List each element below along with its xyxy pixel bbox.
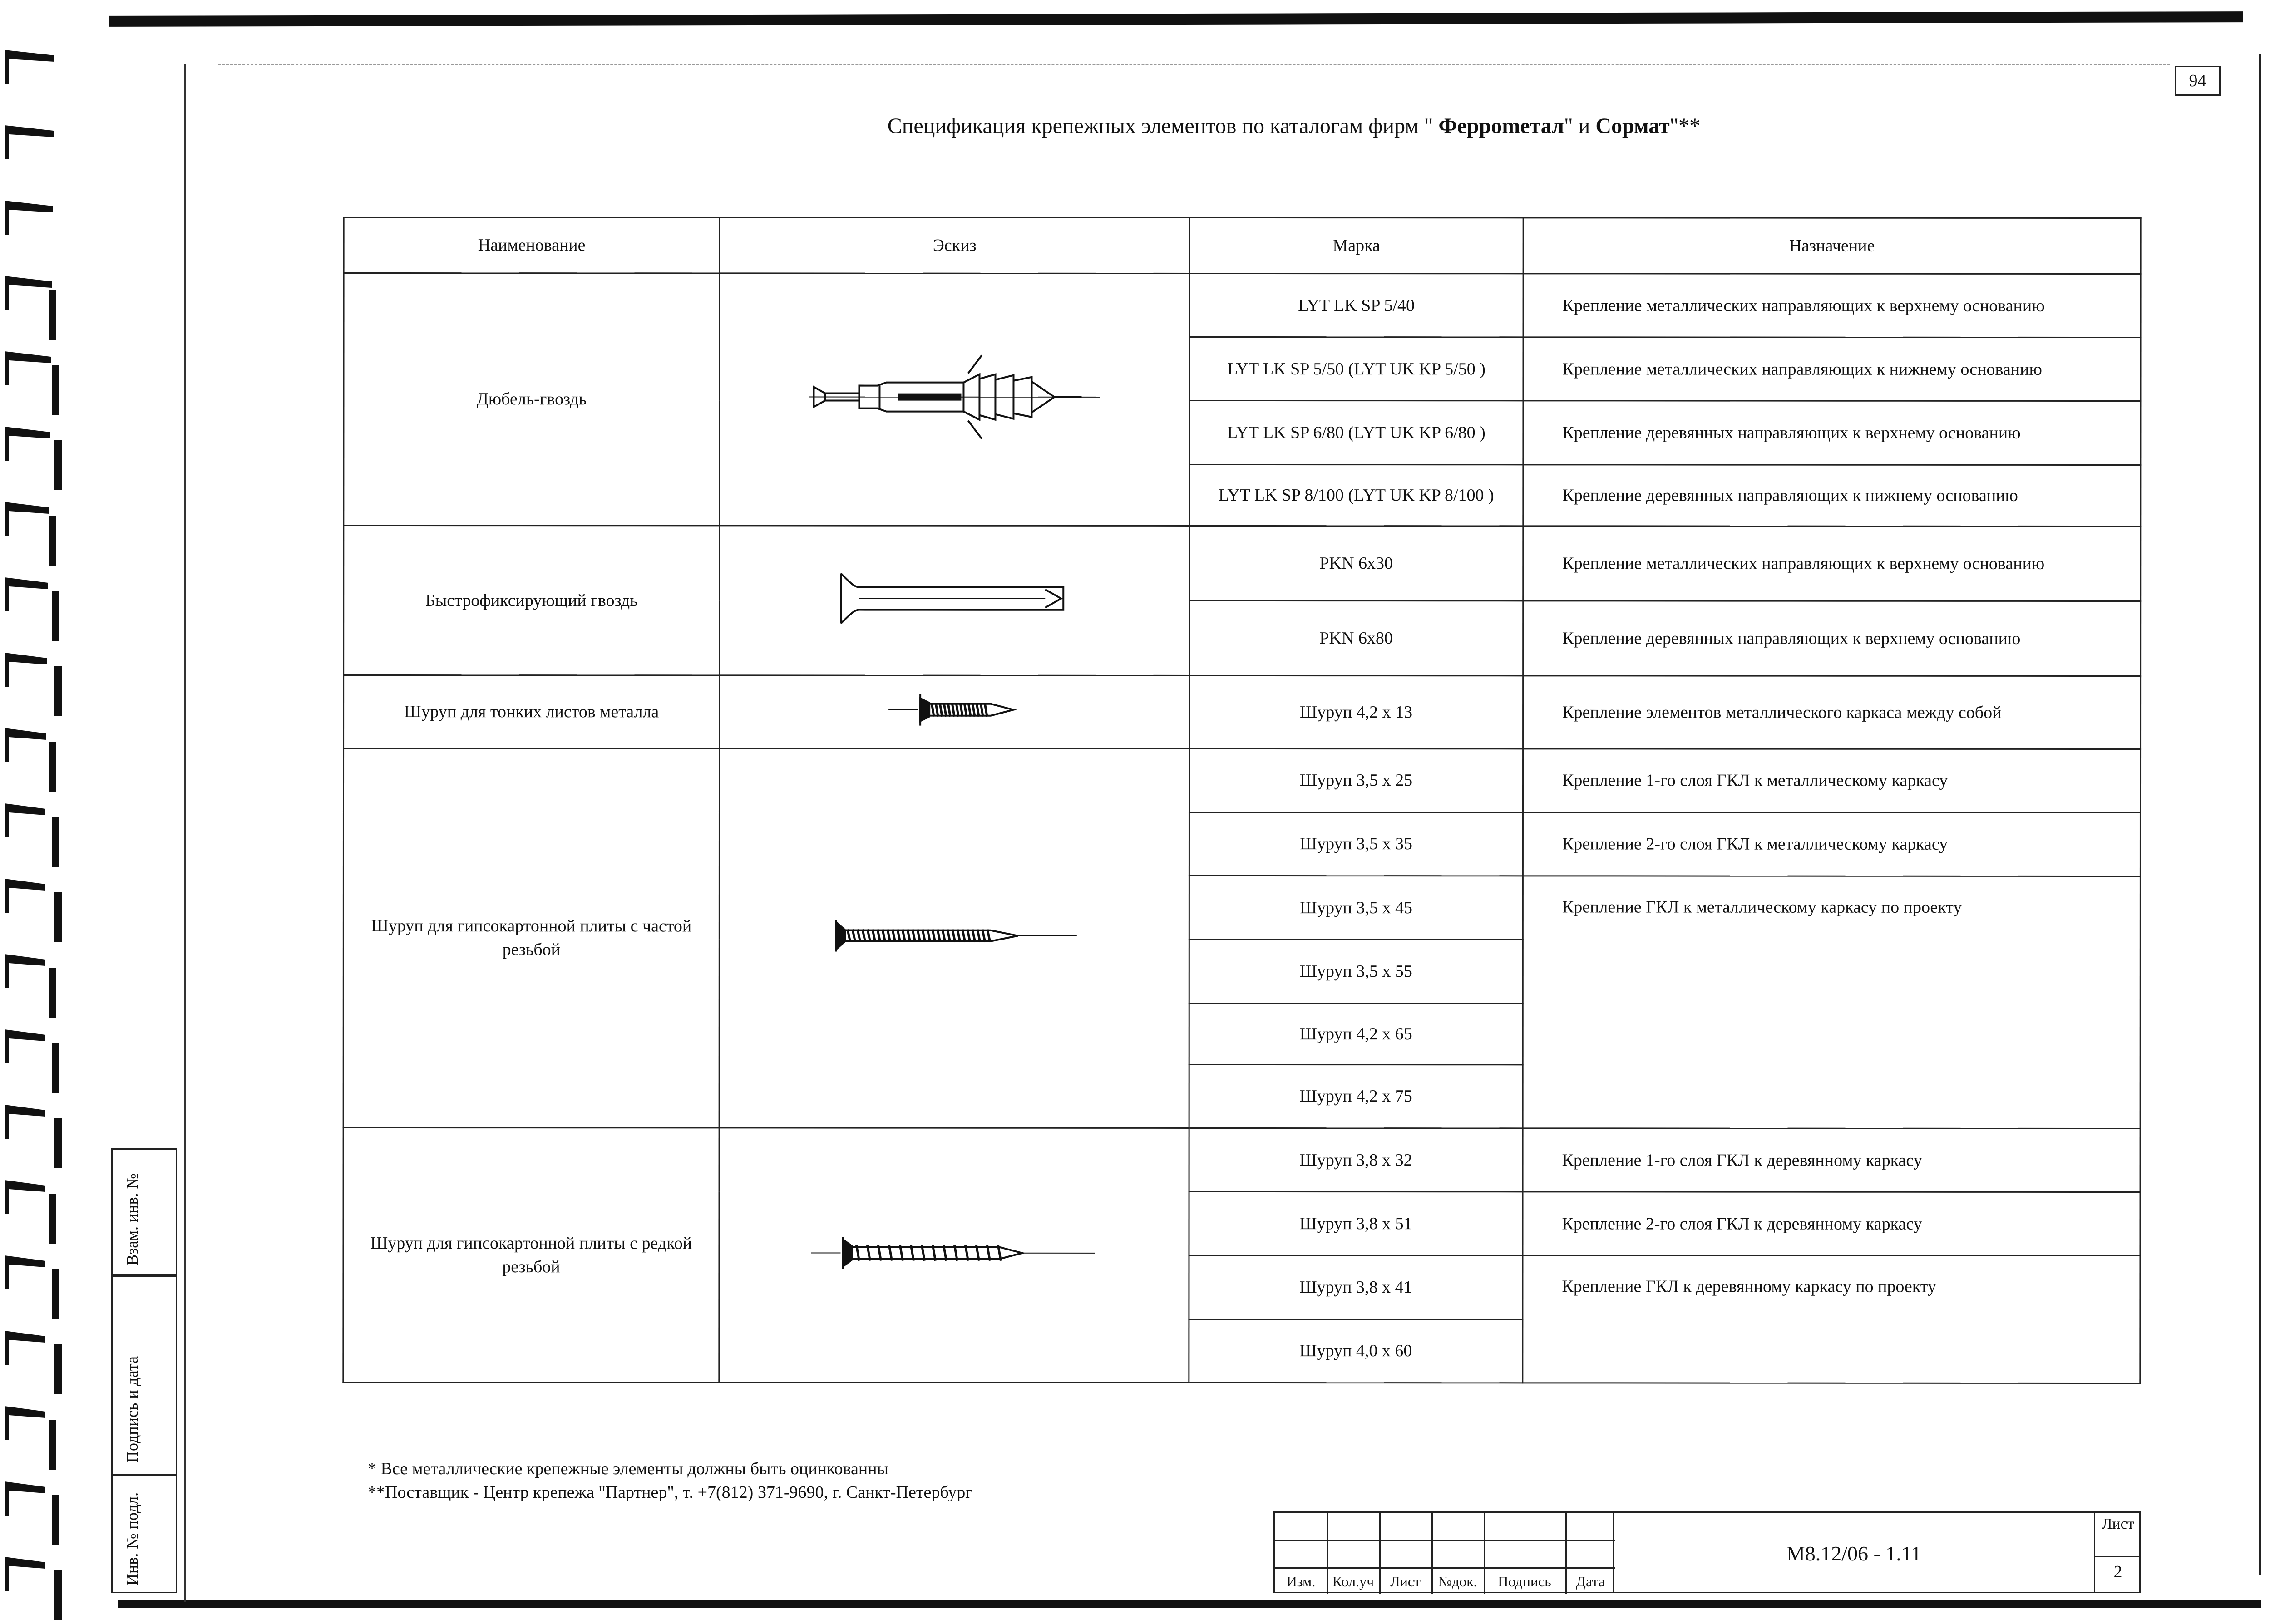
dashed-margin-line — [218, 64, 2170, 65]
fastener-mark: Шуруп 4,2 х 65 — [1189, 1003, 1523, 1065]
fastener-name: Шуруп для тонких листов металла — [344, 675, 720, 748]
document-code: М8.12/06 - 1.11 — [1614, 1511, 2095, 1593]
tb-label-doc: №док. — [1438, 1573, 1477, 1590]
fastener-name: Шуруп для гипсокартонной плиты с редкой резьбой — [343, 1127, 719, 1382]
title-prefix: Спецификация крепежных элементов по каталогам фирм " — [887, 114, 1439, 138]
fastener-purpose: Крепление деревянных направляющих к верхнему основанию — [1523, 601, 2141, 676]
header-mark: Марка — [1189, 217, 1523, 273]
fastener-purpose: Крепление 2-го слоя ГКЛ к металлическому каркасу — [1523, 812, 2140, 876]
header-name: Наименование — [344, 217, 720, 273]
fastener-mark: Шуруп 4,2 х 75 — [1189, 1064, 1523, 1128]
sheet-metal-screw-sketch — [720, 675, 1189, 748]
fastener-mark: Шуруп 3,5 х 45 — [1189, 876, 1523, 940]
header-sketch: Эскиз — [720, 217, 1189, 274]
fastener-mark: LYT LK SP 6/80 (LYT UK KP 6/80 ) — [1189, 401, 1523, 465]
fastener-spec-table — [342, 217, 2141, 1384]
fastener-purpose: Крепление деревянных направляющих к нижнему основанию — [1523, 464, 2141, 526]
title-middle: " и — [1564, 114, 1596, 138]
fastener-mark: Шуруп 3,8 х 51 — [1189, 1192, 1523, 1256]
fastener-mark: Шуруп 3,5 х 55 — [1189, 940, 1523, 1004]
fine-thread-drywall-screw-sketch — [719, 748, 1189, 1128]
fastener-name: Шуруп для гипсокартонной плиты с частой резьбой — [343, 748, 719, 1128]
sheet-number: 2 — [2095, 1556, 2141, 1582]
revision-grid-line — [1275, 1567, 1615, 1569]
table-row — [343, 748, 2140, 812]
page-number: 94 — [2175, 66, 2221, 96]
sheet-cell — [2095, 1511, 2141, 1593]
stamp-cell-signature — [111, 1275, 177, 1475]
table-header-row — [344, 217, 2141, 274]
sheet-label: Лист — [2102, 1516, 2134, 1532]
fastener-mark: LYT LK SP 8/100 (LYT UK KP 8/100 ) — [1189, 464, 1523, 526]
revision-grid — [1273, 1511, 1614, 1593]
stamp-label-replacement: Взам. инв. № — [123, 1173, 141, 1265]
title-block — [1273, 1511, 2231, 1593]
fastener-mark: LYT LK SP 5/50 (LYT UK KP 5/50 ) — [1189, 337, 1523, 401]
title-brand-ferrometal: Ферроmетал — [1438, 114, 1564, 138]
revision-grid-line — [1275, 1540, 1615, 1541]
frame-right-edge — [2259, 54, 2261, 1575]
fastener-mark: PKN 6x30 — [1189, 526, 1523, 601]
fastener-purpose: Крепление металлических направляющих к верхнему основанию — [1523, 526, 2141, 601]
fastener-purpose: Крепление 2-го слоя ГКЛ к деревянному каркасу — [1523, 1192, 2140, 1256]
tb-label-sheet: Лист — [1390, 1573, 1421, 1590]
fastener-purpose: Крепление 1-го слоя ГКЛ к деревянному каркасу — [1523, 1128, 2140, 1192]
footnote-supplier: **Поставщик - Центр крепежа "Партнер", т. +7(812) 371-9690, г. Санкт-Петербург — [368, 1483, 972, 1502]
header-purpose: Назначение — [1523, 218, 2141, 274]
fastener-mark: LYT LK SP 5/40 — [1189, 273, 1523, 337]
page-title — [681, 113, 1907, 138]
frame-top-edge — [109, 11, 2243, 27]
fastener-mark: Шуруп 3,8 х 32 — [1189, 1128, 1523, 1192]
fastener-purpose: Крепление 1-го слоя ГКЛ к металлическому каркасу — [1523, 748, 2140, 812]
fastener-mark: Шуруп 4,0 х 60 — [1189, 1319, 1523, 1383]
stamp-label-signature: Подпись и дата — [123, 1356, 141, 1463]
fastener-mark: Шуруп 3,5 х 25 — [1189, 748, 1523, 812]
fastener-purpose: Крепление ГКЛ к металлическому каркасу по проекту — [1523, 876, 2140, 1129]
fastener-purpose: Крепление деревянных направляющих к верхнему основанию — [1523, 401, 2141, 465]
table-row — [343, 1127, 2140, 1192]
table-row — [344, 525, 2141, 601]
fastener-purpose: Крепление ГКЛ к деревянному каркасу по проекту — [1523, 1255, 2140, 1383]
fastener-purpose: Крепление металлических направляющих к нижнему основанию — [1523, 337, 2141, 401]
stamp-label-original: Инв. № подл. — [123, 1492, 141, 1585]
coarse-thread-drywall-screw-sketch — [719, 1128, 1189, 1383]
table-row — [344, 675, 2141, 749]
fastener-mark: PKN 6x80 — [1189, 601, 1523, 676]
fastener-name: Быстрофиксирующий гвоздь — [344, 525, 720, 675]
fastener-purpose: Крепление металлических направляющих к верхнему основанию — [1523, 274, 2141, 338]
tb-label-count: Кол.уч — [1332, 1573, 1374, 1590]
fastener-purpose: Крепление элементов металлического каркаса между собой — [1523, 676, 2141, 749]
stamp-cell-original — [111, 1475, 177, 1593]
tb-label-change: Изм. — [1286, 1573, 1316, 1590]
frame-bottom-edge — [118, 1600, 2261, 1608]
footnote-zinc: * Все металлические крепежные элементы должны быть оцинкованны — [368, 1459, 889, 1478]
quick-fix-nail-sketch — [720, 526, 1189, 676]
footnotes — [368, 1457, 972, 1504]
spiral-binding — [0, 0, 77, 1624]
table-body — [343, 273, 2141, 1383]
fastener-mark: Шуруп 3,5 х 35 — [1189, 812, 1523, 876]
table-row — [344, 273, 2141, 337]
dowel-nail-sketch — [720, 273, 1189, 526]
title-brand-sormat: Сормат — [1595, 114, 1670, 138]
tb-label-signature: Подпись — [1498, 1573, 1551, 1590]
title-suffix: "** — [1669, 114, 1701, 138]
frame-left-edge — [184, 64, 186, 1602]
fastener-mark: Шуруп 4,2 х 13 — [1189, 676, 1523, 749]
side-stamp — [111, 1148, 177, 1593]
stamp-cell-replacement — [111, 1148, 177, 1275]
tb-label-date: Дата — [1576, 1573, 1605, 1590]
fastener-mark: Шуруп 3,8 х 41 — [1189, 1255, 1523, 1319]
fastener-name: Дюбель-гвоздь — [344, 273, 720, 525]
